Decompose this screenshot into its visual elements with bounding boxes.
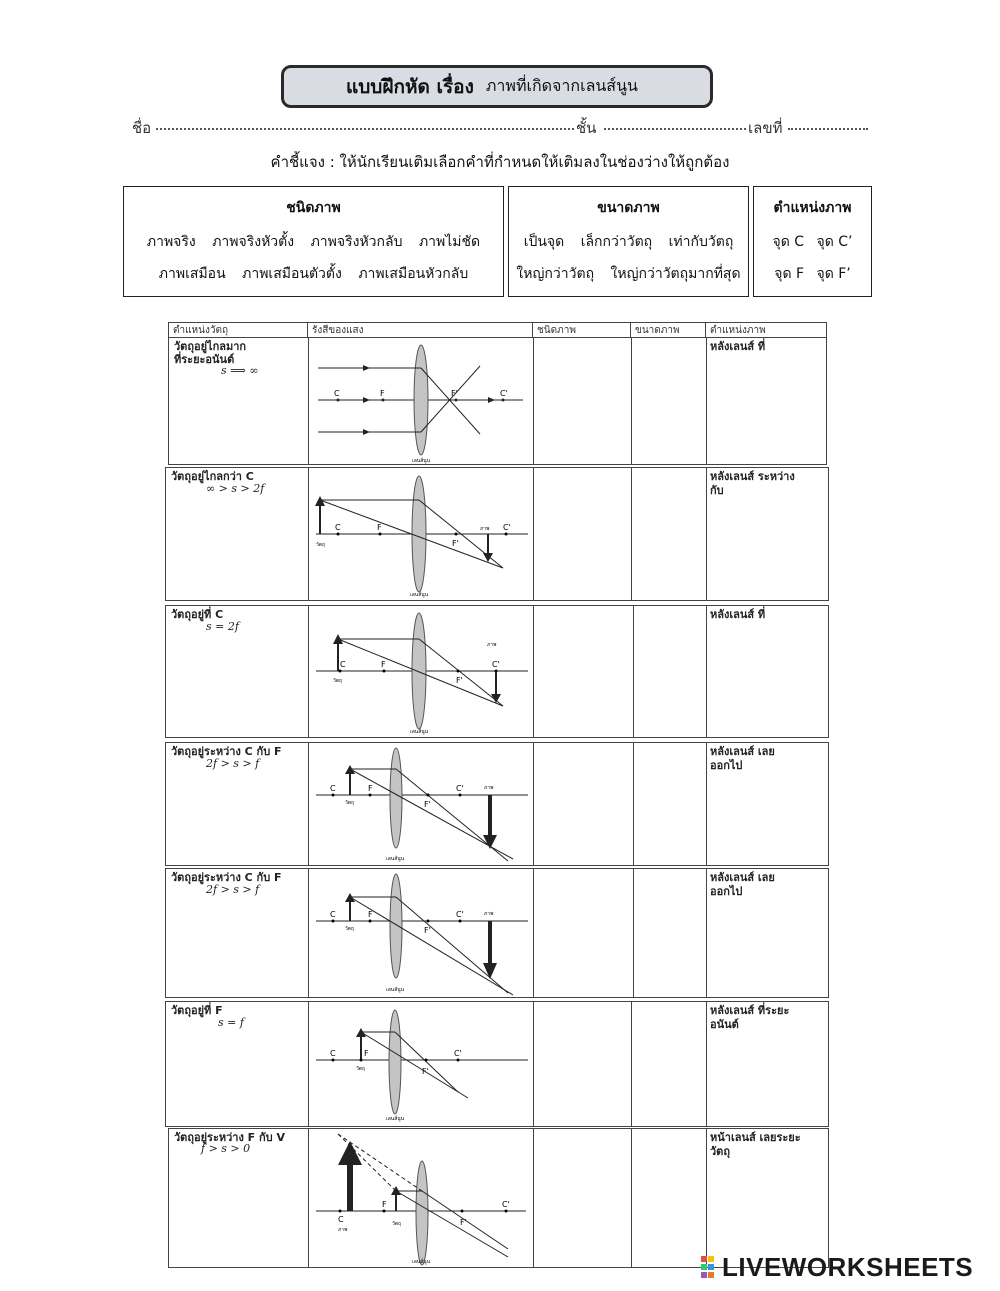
label-c: C — [334, 389, 340, 398]
title-box — [281, 65, 713, 108]
object-position-text: วัตถุอยู่ที่ C — [171, 608, 224, 621]
word-option[interactable]: ใหญ่กว่าวัตถุ — [516, 266, 595, 282]
ray-diagram-4 — [308, 743, 533, 865]
label-f: F — [364, 1049, 369, 1058]
object-position-text: วัตถุอยู่ระหว่าง C กับ F — [171, 871, 282, 884]
word-option[interactable]: ภาพจริงหัวตั้ง — [212, 234, 295, 250]
image-position-hint: หลังเลนส์ เลย ออกไป — [710, 745, 775, 772]
label-c: C — [330, 784, 336, 793]
word-bank-position — [753, 186, 872, 297]
ray-diagram-7 — [308, 1129, 530, 1267]
label-f-prime: F' — [452, 539, 459, 548]
label-f-prime: F' — [451, 389, 458, 398]
image-position-hint: หลังเลนส์ ระหว่าง กับ — [710, 470, 795, 497]
label-object: วัตถุ — [316, 542, 326, 548]
label-object: วัตถุ — [356, 1066, 366, 1072]
class-field[interactable] — [604, 118, 746, 130]
word-option[interactable]: เป็นจุด — [523, 234, 565, 250]
label-object: วัตถุ — [392, 1221, 402, 1227]
image-position-hint: หลังเลนส์ ที่ — [710, 340, 766, 353]
object-position-text: วัตถุอยู่ไกลมาก ที่ระยะอนันต์ — [174, 340, 247, 366]
word-bank-type-row1 — [124, 231, 503, 253]
label-c-prime: C' — [500, 389, 508, 398]
answer-image-type[interactable] — [534, 743, 632, 865]
word-option[interactable]: ภาพเสมือนตัวตั้ง — [242, 266, 342, 282]
image-position-hint: หลังเลนส์ ที่ระยะ อนันต์ — [710, 1004, 790, 1031]
label-c-prime: C' — [492, 660, 500, 669]
answer-image-type[interactable] — [534, 1129, 630, 1267]
liveworksheets-logo — [700, 1252, 973, 1283]
answer-image-type[interactable] — [534, 1002, 630, 1126]
label-image: ภาพ — [338, 1227, 348, 1233]
word-option[interactable]: ใหญ่กว่าวัตถุมากที่สุด — [610, 266, 741, 282]
label-f-prime: F' — [422, 1067, 429, 1076]
label-c-prime: C' — [502, 1200, 510, 1209]
object-condition: 2f > s > f — [206, 757, 260, 770]
word-bank-type-row2 — [124, 263, 503, 285]
ray-diagram-3 — [308, 606, 533, 737]
object-condition: f > s > 0 — [201, 1142, 251, 1155]
label-f-prime: F' — [424, 926, 431, 935]
label-c: C — [340, 660, 346, 669]
word-option[interactable]: จุด F — [774, 266, 805, 282]
object-position-text: วัตถุอยู่ระหว่าง C กับ F — [171, 745, 282, 758]
label-lens: เลนส์นูน — [412, 458, 431, 464]
header-light-rays: รังสีของแสง — [308, 323, 533, 338]
label-c: C — [338, 1215, 344, 1224]
label-lens: เลนส์นูน — [412, 1259, 431, 1265]
instruction: คำชี้แจง : ให้นักเรียนเติมเลือกคำที่กำหนดให้เติมลงในช่องว่างให้ถูกต้อง — [270, 153, 730, 171]
table-header — [168, 322, 827, 338]
label-f-prime: F' — [456, 676, 463, 685]
word-bank-type — [123, 186, 504, 297]
ray-diagram-1 — [308, 338, 530, 464]
object-position-text: วัตถุอยู่ที่ F — [171, 1004, 223, 1017]
header-image-position: ตำแหน่งภาพ — [710, 325, 766, 336]
word-bank-position-title: ตำแหน่งภาพ — [773, 200, 852, 216]
word-option[interactable]: จุด F’ — [816, 266, 851, 282]
label-f-prime: F' — [460, 1218, 467, 1227]
label-f: F — [368, 910, 373, 919]
object-condition: s = f — [218, 1016, 244, 1029]
label-image: ภาพ — [480, 526, 490, 532]
number-label: เลขที่ — [748, 119, 783, 137]
object-condition: ∞ > s > 2f — [206, 482, 265, 495]
answer-image-size[interactable] — [632, 338, 705, 464]
image-position-hint: หลังเลนส์ เลย ออกไป — [710, 871, 775, 898]
word-option[interactable]: ภาพจริง — [146, 234, 196, 250]
word-option[interactable]: ภาพไม่ชัด — [418, 234, 481, 250]
label-c-prime: C' — [456, 910, 464, 919]
title-main: แบบฝึกหัด เรื่อง — [346, 75, 474, 98]
ray-diagram-5 — [308, 869, 533, 997]
number-field[interactable] — [788, 118, 868, 130]
label-c-prime: C' — [454, 1049, 462, 1058]
label-lens: เลนส์นูน — [410, 729, 429, 735]
word-bank-position-row1 — [754, 231, 871, 253]
ray-diagram-2 — [308, 468, 533, 600]
answer-image-size[interactable] — [632, 1002, 705, 1126]
label-lens: เลนส์นูน — [410, 592, 429, 598]
title-sub: ภาพที่เกิดจากเลนส์นูน — [485, 76, 638, 95]
image-position-hint: หลังเลนส์ ที่ — [710, 608, 766, 621]
word-option[interactable]: เท่ากับวัตถุ — [668, 234, 734, 250]
answer-image-type[interactable] — [534, 869, 632, 997]
label-lens: เลนส์นูน — [386, 1116, 405, 1122]
object-condition: s ⟹ ∞ — [221, 364, 259, 377]
label-c: C — [330, 1049, 336, 1058]
word-bank-size-title: ขนาดภาพ — [597, 200, 660, 216]
label-lens: เลนส์นูน — [386, 987, 405, 993]
word-option[interactable]: ภาพเสมือน — [158, 266, 226, 282]
object-condition: 2f > s > f — [206, 883, 260, 896]
label-object: วัตถุ — [333, 678, 343, 684]
label-image: ภาพ — [484, 911, 494, 917]
ray-diagram-6 — [308, 1002, 533, 1126]
name-field[interactable] — [156, 118, 574, 130]
label-c-prime: C' — [456, 784, 464, 793]
label-f: F — [381, 660, 386, 669]
label-image: ภาพ — [487, 642, 497, 648]
word-option[interactable]: จุด C — [772, 234, 805, 250]
label-f-prime: F' — [424, 800, 431, 809]
word-bank-size-row1 — [509, 231, 748, 253]
word-option[interactable]: เล็กกว่าวัตถุ — [580, 234, 653, 250]
label-object: วัตถุ — [345, 926, 355, 932]
word-bank-type-title: ชนิดภาพ — [286, 200, 341, 216]
word-bank-size-row2 — [509, 263, 748, 285]
answer-image-size[interactable] — [634, 606, 705, 737]
object-position-text: วัตถุอยู่ระหว่าง F กับ V — [174, 1131, 285, 1144]
name-label: ชื่อ — [132, 119, 152, 137]
answer-image-type[interactable] — [534, 338, 630, 464]
word-option[interactable]: ภาพเสมือนหัวกลับ — [358, 266, 469, 282]
liveworksheets-logo-text: LIVEWORKSHEETS — [722, 1252, 974, 1282]
answer-image-size[interactable] — [634, 743, 705, 865]
answer-image-size[interactable] — [634, 869, 705, 997]
liveworksheets-logo-icon — [700, 1255, 722, 1281]
label-f: F — [368, 784, 373, 793]
word-bank-position-row2 — [754, 263, 871, 285]
label-f: F — [380, 389, 385, 398]
answer-image-size[interactable] — [632, 1129, 705, 1267]
header-image-type: ชนิดภาพ — [533, 323, 631, 338]
label-image: ภาพ — [484, 785, 494, 791]
label-lens: เลนส์นูน — [386, 856, 405, 862]
header-image-size: ขนาดภาพ — [631, 323, 706, 338]
label-f: F — [377, 523, 382, 532]
word-option[interactable]: ภาพจริงหัวกลับ — [310, 234, 403, 250]
label-c: C — [335, 523, 341, 532]
answer-image-size[interactable] — [632, 468, 705, 600]
word-bank-size — [508, 186, 749, 297]
image-position-hint: หน้าเลนส์ เลยระยะ วัตถุ — [710, 1131, 801, 1158]
class-label: ชั้น — [576, 119, 597, 137]
object-position-text: วัตถุอยู่ไกลกว่า C — [171, 470, 254, 483]
header-object-position: ตำแหน่งวัตถุ — [169, 323, 308, 338]
label-object: วัตถุ — [345, 800, 355, 806]
answer-image-type[interactable] — [534, 468, 630, 600]
object-condition: s = 2f — [206, 620, 239, 633]
word-option[interactable]: จุด C’ — [816, 234, 853, 250]
answer-image-type[interactable] — [534, 606, 632, 737]
label-f: F — [382, 1200, 387, 1209]
label-c: C — [330, 910, 336, 919]
label-c-prime: C' — [503, 523, 511, 532]
